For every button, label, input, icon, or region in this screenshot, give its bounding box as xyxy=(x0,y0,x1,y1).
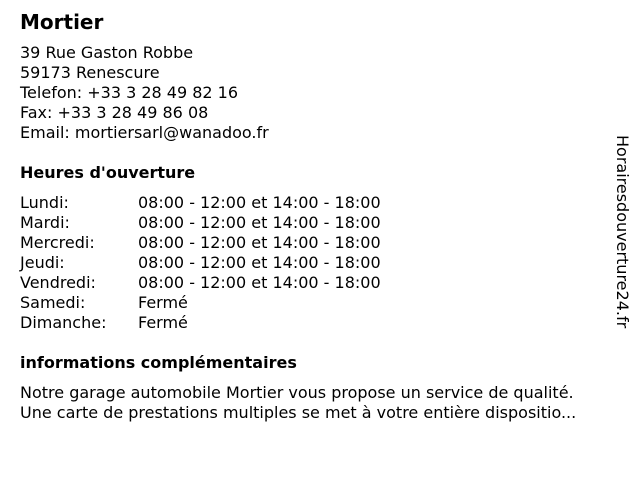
hours-time: 08:00 - 12:00 et 14:00 - 18:00 xyxy=(138,253,381,272)
hours-time: Fermé xyxy=(138,293,188,312)
hours-day: Mercredi: xyxy=(20,233,95,252)
hours-day: Dimanche: xyxy=(20,313,107,332)
hours-row-saturday xyxy=(20,293,381,313)
hours-row-wednesday xyxy=(20,233,381,253)
opening-hours-table xyxy=(20,193,381,333)
hours-day: Samedi: xyxy=(20,293,86,312)
info-line: Notre garage automobile Mortier vous propose un service de qualité. xyxy=(20,383,574,402)
hours-time: Fermé xyxy=(138,313,188,332)
hours-time: 08:00 - 12:00 et 14:00 - 18:00 xyxy=(138,273,381,292)
phone-line: Telefon: +33 3 28 49 82 16 xyxy=(20,83,239,102)
address-city: 59173 Renescure xyxy=(20,63,160,82)
hours-row-sunday xyxy=(20,313,381,333)
address-street: 39 Rue Gaston Robbe xyxy=(20,43,194,62)
info-line: Une carte de prestations multiples se met à votre entière dispositio... xyxy=(20,403,577,422)
hours-time: 08:00 - 12:00 et 14:00 - 18:00 xyxy=(138,213,381,232)
site-watermark xyxy=(611,135,633,345)
additional-info-heading: informations complémentaires xyxy=(20,353,297,372)
hours-day: Lundi: xyxy=(20,193,69,212)
hours-day: Vendredi: xyxy=(20,273,96,292)
hours-day: Jeudi: xyxy=(20,253,65,272)
business-name: Mortier xyxy=(20,10,104,34)
hours-row-tuesday xyxy=(20,213,381,233)
opening-hours-heading: Heures d'ouverture xyxy=(20,163,196,182)
additional-info-text xyxy=(20,383,630,423)
contact-block xyxy=(20,43,269,143)
fax-line: Fax: +33 3 28 49 86 08 xyxy=(20,103,209,122)
email-line: Email: mortiersarl@wanadoo.fr xyxy=(20,123,269,142)
hours-day: Mardi: xyxy=(20,213,70,232)
hours-row-monday xyxy=(20,193,381,213)
hours-row-friday xyxy=(20,273,381,293)
watermark-text: Horairesdouverture24.fr xyxy=(613,135,632,329)
hours-time: 08:00 - 12:00 et 14:00 - 18:00 xyxy=(138,193,381,212)
hours-time: 08:00 - 12:00 et 14:00 - 18:00 xyxy=(138,233,381,252)
hours-row-thursday xyxy=(20,253,381,273)
